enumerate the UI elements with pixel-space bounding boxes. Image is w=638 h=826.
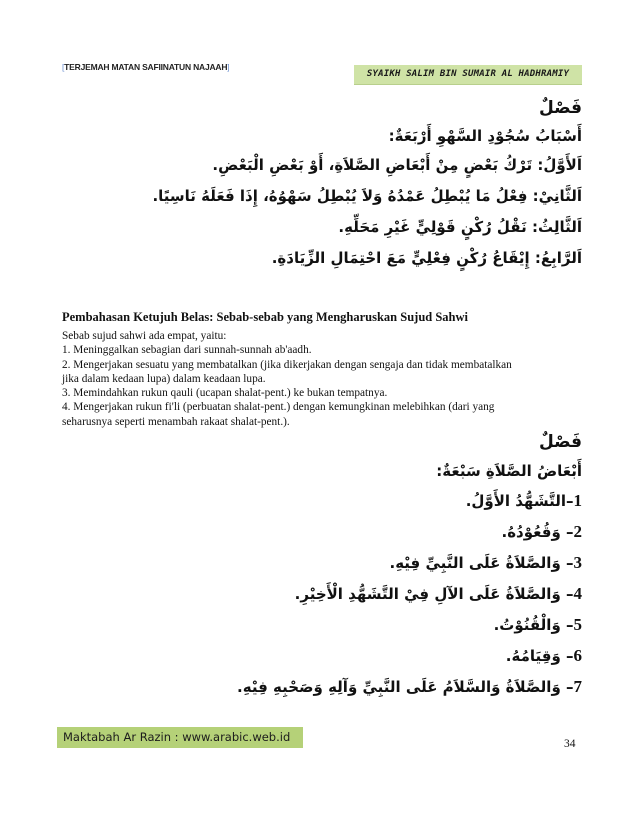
item-number: 3 — [573, 553, 582, 572]
section1-item-3: اَلثَّالِثُ: نَقْلُ رُكْنٍ قَوْلِيٍّ غَيْرِ مَحَلِّهِ. — [338, 218, 582, 236]
footer-label: Maktabah Ar Razin : www.arabic.web.id — [57, 727, 303, 748]
section2-item — [506, 646, 582, 666]
item-text: – وَقُعُوْدُهُ. — [501, 523, 574, 541]
item-text: – وَقِيَامُهُ. — [505, 647, 574, 665]
translation-line: 1. Meninggalkan sebagian dari sunnah-sunnah ab'aadh. — [62, 344, 312, 357]
item-number: 5 — [573, 615, 582, 634]
section1-intro: أَسْبَابُ سُجُوْدِ السَّهْوِ أَرْبَعَةٌ: — [388, 127, 582, 145]
translation-body — [62, 329, 582, 429]
section1-item-4: اَلرَّابِعُ: إِيْقَاعُ رُكْنٍ فِعْلِيٍّ مَعَ احْتِمَالِ الزِّيَادَةِ. — [271, 249, 582, 267]
item-number: 7 — [573, 677, 582, 696]
book-title-header — [62, 62, 229, 72]
book-title: TERJEMAH MATAN SAFIINATUN NAJAAH — [64, 62, 228, 72]
item-number: 4 — [573, 584, 582, 603]
section2-item — [295, 584, 582, 604]
item-text: – وَالْقُنُوْتُ. — [493, 616, 574, 634]
section2-item — [466, 491, 582, 511]
translation-line: jika dalam kedaan lupa) dalam keadaan lupa. — [62, 372, 266, 385]
item-number: 1 — [573, 491, 582, 510]
item-text: – وَالصَّلاَةُ وَالسَّلاَمُ عَلَى النَّبِيِّ وَآلِهِ وَصَحْبِهِ فِيْهِ. — [237, 678, 574, 696]
bracket-open: [ — [62, 62, 65, 72]
author-header: SYAIKH SALIM BIN SUMAIR AL HADHRAMIY — [354, 65, 582, 85]
bracket-close: ] — [227, 62, 230, 72]
section2-item — [390, 553, 583, 573]
translation-line: Sebab sujud sahwi ada empat, yaitu: — [62, 330, 227, 342]
translation-line: 3. Memindahkan rukun qauli (ucapan shalat-pent.) ke bukan tempatnya. — [62, 387, 388, 400]
page-number: 34 — [564, 738, 576, 750]
item-text: –التَّشَهُّدُ الأَوَّلُ. — [465, 492, 574, 510]
section2-item — [502, 522, 583, 542]
section1-title: فَصْلٌ — [538, 98, 582, 118]
section2-item — [237, 677, 582, 697]
item-number: 2 — [573, 522, 582, 541]
item-number: 6 — [573, 646, 582, 665]
section2-intro: أَبْعَاضُ الصَّلاَةِ سَبْعَةٌ: — [436, 462, 582, 480]
section2-title: فَصْلٌ — [538, 432, 582, 452]
section1-item-2: اَلثَّانِيْ: فِعْلُ مَا يُبْطِلُ عَمْدُهُ وَلاَ يُبْطِلُ سَهْوُهُ، إِذَا فَعَلَهُ نَاسِيًا. — [152, 187, 582, 205]
translation-heading: Pembahasan Ketujuh Belas: Sebab-sebab yang Mengharuskan Sujud Sahwi — [62, 310, 469, 324]
item-text: – وَالصَّلاَةُ عَلَى الآلِ فِيْ التَّشَهُّدِ الْأَخِيْرِ. — [294, 585, 574, 603]
item-text: – وَالصَّلاَةُ عَلَى النَّبِيِّ فِيْهِ. — [389, 554, 574, 572]
translation-line: seharusnya seperti menambah rakaat shalat-pent.). — [62, 415, 290, 428]
translation-line: 4. Mengerjakan rukun fi'li (perbuatan shalat-pent.) dengan kemungkinan melebihkan (dari yang — [62, 401, 495, 414]
section1-item-1: اَلأَوَّلُ: تَرْكُ بَعْضٍ مِنْ أَبْعَاضِ الصَّلاَةِ، أَوْ بَعْضِ الْبَعْضِ. — [212, 156, 582, 174]
section2-item — [494, 615, 582, 635]
translation-line: 2. Mengerjakan sesuatu yang membatalkan (jika dikerjakan dengan sengaja dan tidak membatalkan — [62, 358, 512, 371]
